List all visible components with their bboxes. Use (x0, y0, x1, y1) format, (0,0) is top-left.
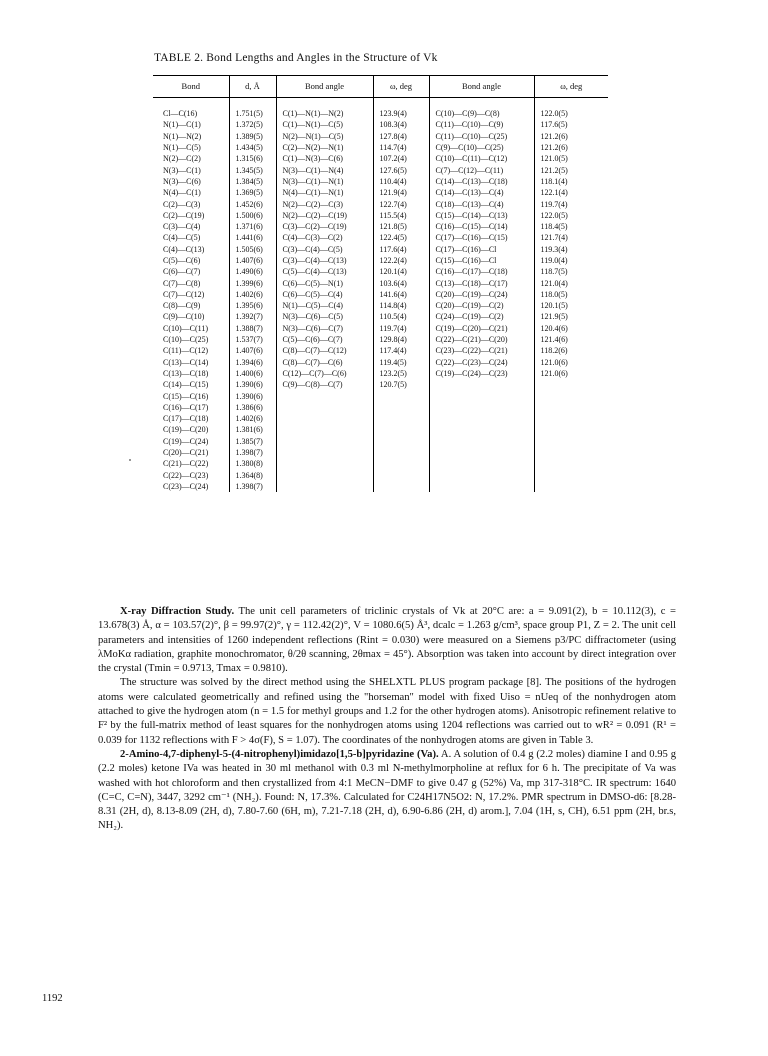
cell-angle-2 (429, 458, 534, 469)
cell-length: 1.398(7) (229, 447, 276, 458)
cell-angle-1 (276, 436, 373, 447)
cell-length: 1.402(6) (229, 413, 276, 424)
cell-bond: C(7)—C(12) (163, 289, 205, 299)
cell-length: 1.380(8) (229, 458, 276, 469)
cell-angle-2: C(7)—C(12)—C(11) (429, 164, 534, 175)
table-row (153, 289, 608, 300)
paragraph-structure (98, 676, 676, 747)
cell-omega-2: 119.3(4) (534, 244, 608, 255)
cell-length: 1.500(6) (229, 210, 276, 221)
cell-bond: C(19)—C(24) (163, 436, 209, 446)
cell-angle-1: C(12)—C(7)—C(6) (276, 368, 373, 379)
paragraph-text: The structure was solved by the direct method using the SHELXTL PLUS program package [8]. The positions of the hydrogen atoms were calculated geometrically and refined using the "horseman" model with fixed Uiso = nUeq of the nonhydrogen atom attached to give the hydrogen atom (n = 1.5 for methyl groups and 1.2 for the other hydrogen atoms). Anisotropic refinement relative to F² by the full-matrix method of least squares for the nonhydrogen atoms using 1204 reflections was carried out to wR² = 0.091 (R¹ = 0.039 for 1132 reflections with F > 4σ(F), S = 1.07). The coordinates of the nonhydrogen atoms are given in Table 3. (98, 677, 676, 746)
cell-omega-2 (534, 458, 608, 469)
cell-angle-1: N(2)—C(2)—C(19) (276, 210, 373, 221)
cell-bond: N(3)—C(6) (163, 176, 201, 186)
cell-length: 1.490(6) (229, 266, 276, 277)
cell-omega-2: 118.7(5) (534, 266, 608, 277)
cell-angle-1: C(1)—N(3)—C(6) (276, 153, 373, 164)
cell-angle-2 (429, 379, 534, 390)
cell-length: 1.369(5) (229, 187, 276, 198)
cell-bond: C(9)—C(10) (163, 312, 205, 322)
cell-angle-1: C(5)—C(4)—C(13) (276, 266, 373, 277)
col-header-length: d, Å (229, 76, 276, 98)
cell-angle-2: C(9)—C(10)—C(25) (429, 142, 534, 153)
paragraph-synthesis (98, 748, 676, 834)
cell-length: 1.389(5) (229, 131, 276, 142)
cell-angle-1: C(8)—C(7)—C(12) (276, 345, 373, 356)
cell-omega-2: 121.7(4) (534, 232, 608, 243)
cell-bond: N(1)—C(1) (163, 120, 201, 130)
table-row (153, 379, 608, 390)
cell-omega-1: 108.3(4) (373, 119, 429, 130)
cell-omega-1 (373, 413, 429, 424)
cell-length: 1.388(7) (229, 323, 276, 334)
table-row (153, 458, 608, 469)
cell-angle-1: N(4)—C(1)—N(1) (276, 187, 373, 198)
cell-omega-2: 117.6(5) (534, 119, 608, 130)
cell-length: 1.315(6) (229, 153, 276, 164)
cell-angle-2 (429, 470, 534, 481)
cell-bond: C(19)—C(20) (163, 425, 209, 435)
cell-omega-2: 121.2(6) (534, 131, 608, 142)
cell-bond: N(1)—N(2) (163, 131, 202, 141)
cell-omega-1: 129.8(4) (373, 334, 429, 345)
cell-bond: N(1)—C(5) (163, 143, 201, 153)
cell-bond: C(10)—C(11) (163, 323, 209, 333)
cell-omega-1: 107.2(4) (373, 153, 429, 164)
cell-omega-1 (373, 481, 429, 492)
cell-length: 1.390(6) (229, 379, 276, 390)
table-row (153, 345, 608, 356)
table-row (153, 436, 608, 447)
cell-bond: C(21)—C(22) (163, 459, 209, 469)
cell-omega-2: 120.1(5) (534, 300, 608, 311)
cell-angle-2 (429, 390, 534, 401)
paragraph-xray (98, 605, 676, 676)
cell-length: 1.400(6) (229, 368, 276, 379)
col-header-omega-1: ω, deg (373, 76, 429, 98)
cell-angle-2 (429, 436, 534, 447)
cell-angle-2: C(11)—C(10)—C(25) (429, 131, 534, 142)
cell-angle-1 (276, 390, 373, 401)
cell-omega-1: 117.4(4) (373, 345, 429, 356)
cell-omega-1: 122.7(4) (373, 198, 429, 209)
body-text (98, 605, 676, 834)
cell-omega-2: 121.0(6) (534, 368, 608, 379)
cell-angle-1: N(2)—C(2)—C(3) (276, 198, 373, 209)
cell-omega-1: 110.4(4) (373, 176, 429, 187)
cell-angle-1: C(6)—C(5)—N(1) (276, 277, 373, 288)
cell-angle-1: C(6)—C(5)—C(4) (276, 289, 373, 300)
cell-angle-1: N(1)—C(5)—C(4) (276, 300, 373, 311)
cell-bond: C(23)—C(24) (163, 481, 209, 491)
table-row (153, 131, 608, 142)
cell-bond: N(2)—C(2) (163, 154, 201, 164)
cell-omega-2: 121.0(4) (534, 277, 608, 288)
paragraph-lead: 2-Amino-4,7-diphenyl-5-(4-nitrophenyl)imidazo[1,5-b]pyridazine (Va). (120, 748, 439, 760)
cell-length: 1.407(6) (229, 345, 276, 356)
table-row (153, 255, 608, 266)
cell-angle-2: C(11)—C(10)—C(9) (429, 119, 534, 130)
col-header-bond: Bond (153, 76, 229, 98)
table-row (153, 390, 608, 401)
cell-angle-2: C(24)—C(19)—C(2) (429, 311, 534, 322)
col-header-omega-2: ω, deg (534, 76, 608, 98)
cell-omega-1: 121.9(4) (373, 187, 429, 198)
cell-omega-2 (534, 390, 608, 401)
cell-omega-1: 121.8(5) (373, 221, 429, 232)
cell-angle-1 (276, 458, 373, 469)
cell-omega-2: 118.2(6) (534, 345, 608, 356)
table-row (153, 221, 608, 232)
cell-length: 1.386(6) (229, 402, 276, 413)
col-header-angle-1: Bond angle (276, 76, 373, 98)
cell-omega-1: 103.6(4) (373, 277, 429, 288)
cell-length: 1.399(6) (229, 277, 276, 288)
cell-length: 1.384(5) (229, 176, 276, 187)
cell-omega-2 (534, 470, 608, 481)
cell-angle-2: C(20)—C(19)—C(24) (429, 289, 534, 300)
table-row (153, 300, 608, 311)
cell-angle-2: C(22)—C(23)—C(24) (429, 357, 534, 368)
table-row (153, 470, 608, 481)
cell-omega-1: 122.4(5) (373, 232, 429, 243)
cell-omega-2: 121.2(6) (534, 142, 608, 153)
cell-bond: C(20)—C(21) (163, 448, 209, 458)
cell-angle-1 (276, 402, 373, 413)
cell-angle-1: N(3)—C(1)—N(4) (276, 164, 373, 175)
cell-omega-2: 122.1(4) (534, 187, 608, 198)
cell-omega-1: 114.8(4) (373, 300, 429, 311)
cell-omega-2 (534, 436, 608, 447)
cell-bond: C(2)—C(19) (163, 210, 205, 220)
cell-omega-1: 123.2(5) (373, 368, 429, 379)
table-row (153, 176, 608, 187)
cell-bond: C(4)—C(13) (163, 244, 205, 254)
table-row (153, 210, 608, 221)
cell-omega-1: 120.7(5) (373, 379, 429, 390)
cell-angle-2: C(15)—C(14)—C(13) (429, 210, 534, 221)
cell-bond: C(7)—C(8) (163, 278, 201, 288)
cell-angle-1: C(1)—N(1)—C(5) (276, 119, 373, 130)
cell-omega-1: 122.2(4) (373, 255, 429, 266)
cell-angle-1: C(9)—C(8)—C(7) (276, 379, 373, 390)
cell-length: 1.537(7) (229, 334, 276, 345)
cell-length: 1.407(6) (229, 255, 276, 266)
cell-omega-2: 122.0(5) (534, 210, 608, 221)
cell-angle-1: C(3)—C(4)—C(13) (276, 255, 373, 266)
cell-angle-2 (429, 447, 534, 458)
cell-angle-2 (429, 402, 534, 413)
cell-length: 1.372(5) (229, 119, 276, 130)
cell-angle-1: C(5)—C(6)—C(7) (276, 334, 373, 345)
cell-omega-1 (373, 390, 429, 401)
page-number: 1192 (42, 993, 63, 1004)
table-header-row (153, 76, 608, 98)
cell-angle-2: C(18)—C(13)—C(4) (429, 198, 534, 209)
cell-omega-1: 123.9(4) (373, 108, 429, 119)
cell-bond: C(14)—C(15) (163, 380, 209, 390)
cell-angle-2: C(19)—C(24)—C(23) (429, 368, 534, 379)
table-spacer-row (153, 98, 608, 109)
cell-angle-1: C(3)—C(4)—C(5) (276, 244, 373, 255)
cell-bond: C(13)—C(14) (163, 357, 209, 367)
cell-omega-1: 127.6(5) (373, 164, 429, 175)
table-row (153, 357, 608, 368)
cell-angle-1 (276, 481, 373, 492)
cell-angle-1: C(8)—C(7)—C(6) (276, 357, 373, 368)
cell-length: 1.371(6) (229, 221, 276, 232)
cell-angle-2: C(16)—C(15)—C(14) (429, 221, 534, 232)
cell-angle-2: C(20)—C(19)—C(2) (429, 300, 534, 311)
cell-bond: N(3)—C(1) (163, 165, 201, 175)
cell-angle-1 (276, 447, 373, 458)
cell-length: 1.364(8) (229, 470, 276, 481)
cell-omega-1 (373, 424, 429, 435)
cell-bond: C(15)—C(16) (163, 391, 209, 401)
cell-bond: C(3)—C(4) (163, 222, 201, 232)
cell-omega-2: 120.4(6) (534, 323, 608, 334)
bond-table (153, 75, 608, 492)
cell-length: 1.392(7) (229, 311, 276, 322)
table-row (153, 266, 608, 277)
cell-length: 1.394(6) (229, 357, 276, 368)
table-row (153, 323, 608, 334)
table-row (153, 277, 608, 288)
cell-omega-2 (534, 481, 608, 492)
cell-omega-1: 117.6(4) (373, 244, 429, 255)
cell-angle-1: N(3)—C(6)—C(7) (276, 323, 373, 334)
cell-omega-2: 122.0(5) (534, 108, 608, 119)
cell-omega-1: 110.5(4) (373, 311, 429, 322)
cell-omega-2: 118.1(4) (534, 176, 608, 187)
cell-omega-2: 118.0(5) (534, 289, 608, 300)
cell-omega-2: 121.0(5) (534, 153, 608, 164)
cell-bond: C(17)—C(18) (163, 414, 209, 424)
cell-angle-2: C(10)—C(11)—C(12) (429, 153, 534, 164)
cell-bond: C(22)—C(23) (163, 470, 209, 480)
table-title: TABLE 2. Bond Lengths and Angles in the Structure of Vk (154, 52, 438, 64)
cell-angle-1: C(3)—C(2)—C(19) (276, 221, 373, 232)
cell-bond: C(11)—C(12) (163, 346, 209, 356)
scan-dot (129, 459, 131, 461)
cell-omega-2 (534, 424, 608, 435)
cell-bond: N(4)—C(1) (163, 188, 201, 198)
cell-length: 1.402(6) (229, 289, 276, 300)
table-row (153, 311, 608, 322)
cell-angle-2: C(17)—C(16)—Cl (429, 244, 534, 255)
cell-angle-2: C(19)—C(20)—C(21) (429, 323, 534, 334)
cell-angle-2: C(22)—C(21)—C(20) (429, 334, 534, 345)
cell-angle-1: C(4)—C(3)—C(2) (276, 232, 373, 243)
cell-angle-2: C(16)—C(17)—C(18) (429, 266, 534, 277)
cell-omega-2 (534, 402, 608, 413)
cell-omega-2: 118.4(5) (534, 221, 608, 232)
cell-angle-2: C(10)—C(9)—C(8) (429, 108, 534, 119)
cell-omega-1: 120.1(4) (373, 266, 429, 277)
cell-angle-2: C(13)—C(18)—C(17) (429, 277, 534, 288)
cell-angle-2: C(14)—C(13)—C(18) (429, 176, 534, 187)
cell-omega-1 (373, 447, 429, 458)
cell-angle-2: C(23)—C(22)—C(21) (429, 345, 534, 356)
cell-angle-1: N(3)—C(1)—N(1) (276, 176, 373, 187)
cell-omega-2: 119.7(4) (534, 198, 608, 209)
table-row (153, 108, 608, 119)
cell-length: 1.751(5) (229, 108, 276, 119)
cell-omega-2 (534, 413, 608, 424)
cell-angle-1: N(3)—C(6)—C(5) (276, 311, 373, 322)
table-row (153, 413, 608, 424)
cell-omega-1 (373, 402, 429, 413)
table-row (153, 119, 608, 130)
cell-omega-1: 119.7(4) (373, 323, 429, 334)
cell-length: 1.441(6) (229, 232, 276, 243)
cell-bond: C(10)—C(25) (163, 335, 209, 345)
cell-length: 1.395(6) (229, 300, 276, 311)
table-row (153, 424, 608, 435)
table-row (153, 447, 608, 458)
table-row (153, 368, 608, 379)
cell-bond: C(5)—C(6) (163, 256, 201, 265)
cell-length: 1.385(7) (229, 436, 276, 447)
table-row (153, 402, 608, 413)
cell-omega-1: 119.4(5) (373, 357, 429, 368)
cell-bond: C(16)—C(17) (163, 402, 209, 412)
cell-length: 1.381(6) (229, 424, 276, 435)
table-row (153, 153, 608, 164)
cell-angle-1: C(2)—N(2)—N(1) (276, 142, 373, 153)
table-row (153, 142, 608, 153)
cell-omega-1: 114.7(4) (373, 142, 429, 153)
table-row (153, 232, 608, 243)
cell-bond: C(13)—C(18) (163, 368, 209, 378)
cell-omega-2 (534, 379, 608, 390)
cell-angle-2 (429, 424, 534, 435)
cell-omega-2: 121.4(6) (534, 334, 608, 345)
table-row (153, 481, 608, 492)
cell-bond: C(8)—C(9) (163, 301, 201, 311)
table-row (153, 187, 608, 198)
cell-angle-2 (429, 481, 534, 492)
cell-omega-2 (534, 447, 608, 458)
cell-omega-2: 119.0(4) (534, 255, 608, 266)
cell-omega-2: 121.0(6) (534, 357, 608, 368)
cell-angle-2 (429, 413, 534, 424)
cell-angle-1: N(2)—N(1)—C(5) (276, 131, 373, 142)
cell-omega-1: 141.6(4) (373, 289, 429, 300)
cell-angle-1 (276, 470, 373, 481)
cell-omega-1: 115.5(4) (373, 210, 429, 221)
cell-omega-1: 127.8(4) (373, 131, 429, 142)
paragraph-text: The unit cell parameters of triclinic crystals of Vk at 20°C are: a = 9.091(2), b = 10.112(3), c = 13.678(3) Å, α = 103.57(2)°, β = 99.97(2)°, γ = 112.42(2)°, V = 1080.6(5) Å³, dcalc = 1.263 g/cm³, space group P1, Z = 2. The unit cell parameters and intensities of 1260 independent reflections (Rint = 0.030) were measured on a Siemens p3/PC diffractometer (using λMoKα radiation, graphite monochromator, θ/2θ scanning, 2θmax = 45°). Absorption was taken into account by direct integration over the crystal (Tmin = 0.9713, Tmax = 0.9810). (98, 606, 676, 675)
cell-bond: C(2)—C(3) (163, 199, 201, 209)
cell-length: 1.398(7) (229, 481, 276, 492)
cell-length: 1.390(6) (229, 390, 276, 401)
cell-length: 1.345(5) (229, 164, 276, 175)
cell-bond: C(4)—C(5) (163, 233, 201, 243)
cell-length: 1.434(5) (229, 142, 276, 153)
table-row (153, 164, 608, 175)
table-row (153, 244, 608, 255)
cell-omega-1 (373, 458, 429, 469)
cell-bond: C(6)—C(7) (163, 267, 201, 277)
table-row (153, 198, 608, 209)
cell-omega-1 (373, 470, 429, 481)
cell-angle-2: C(14)—C(13)—C(4) (429, 187, 534, 198)
cell-omega-2: 121.9(5) (534, 311, 608, 322)
cell-omega-2: 121.2(5) (534, 164, 608, 175)
cell-bond: Cl—C(16) (163, 109, 198, 119)
paragraph-lead: X-ray Diffraction Study. (120, 606, 235, 617)
cell-omega-1 (373, 436, 429, 447)
cell-length: 1.505(6) (229, 244, 276, 255)
cell-angle-2: C(15)—C(16)—Cl (429, 255, 534, 266)
col-header-angle-2: Bond angle (429, 76, 534, 98)
cell-angle-2: C(17)—C(16)—C(15) (429, 232, 534, 243)
cell-angle-1 (276, 424, 373, 435)
cell-length: 1.452(6) (229, 198, 276, 209)
cell-angle-1: C(1)—N(1)—N(2) (276, 108, 373, 119)
table-body (153, 98, 608, 493)
table-row (153, 334, 608, 345)
cell-angle-1 (276, 413, 373, 424)
paragraph-text: A. A solution of 0.4 g (2.2 moles) diamine I and 0.95 g (2.2 moles) ketone IVa was heated in 30 ml methanol with 0.3 ml N-methylmorpholine at reflux for 6 h. The precipitate of Va was washed with hot chloroform and then crystallized from 4:1 MeCN−DMF to give 0.47 g (52%) Va, mp 317-318°C. IR spectrum: 1640 (C=C, C=N), 3447, 3292 cm⁻¹ (NH₂). Found: N, 17.3%. Calculated for C24H17N5O2: N, 17.2%. PMR spectrum in DMSO-d6: [8.28-8.31 (2H, d), 8.13-8.09 (2H, d), 7.80-7.60 (6H, m), 7.21-7.18 (2H, d), 6.90-6.86 (2H, d) arom.], 7.04 (1H, s, CH), 6.51 ppm (2H, br.s, NH₂). (98, 748, 676, 832)
